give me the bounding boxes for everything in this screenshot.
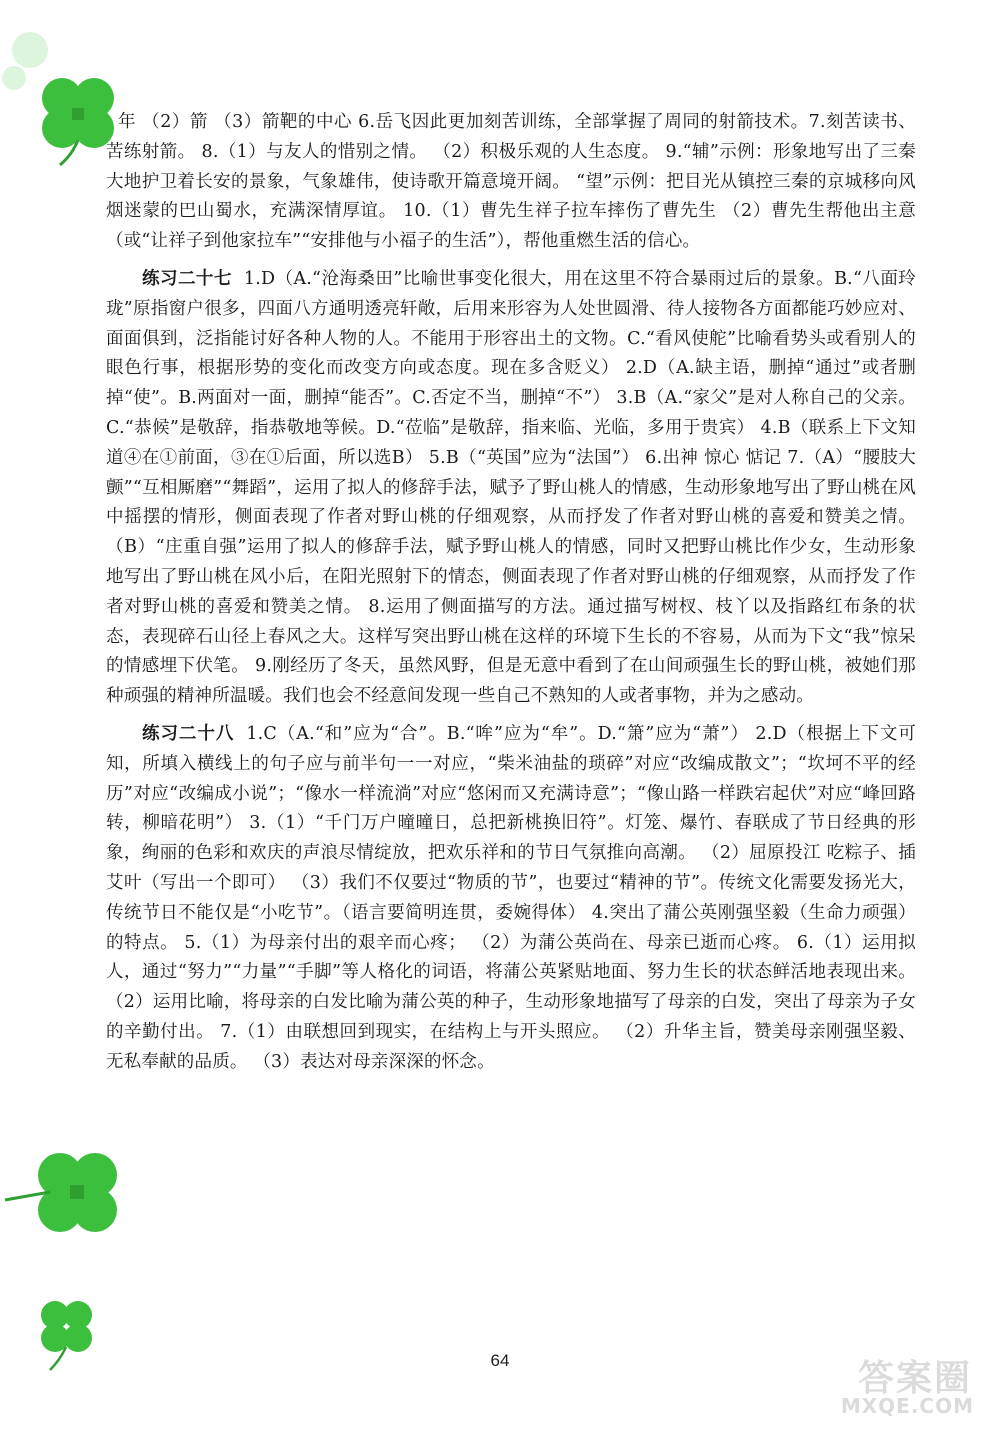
paragraph <box>106 720 916 1078</box>
exercise-title: 练习二十七 <box>142 268 232 289</box>
paragraph-text: 1.C（A.“和”应为“合”。B.“哞”应为“牟”。D.“箫”应为“萧”） 2.D（根据上下文可知，所填入横线上的句子应与前半句一一对应，“柴米油盐的琐碎”对应“改编成散文”；“坎坷不平的经历”对应“改编成小说”；“像水一样流淌”对应“悠闲而又充满诗意”；“像山路一样跌宕起伏”对应“峰回路转，柳暗花明”） 3.（1）“千门万户曈曈日，总把新桃换旧符”。灯笼、爆竹、春联成了节日经典的形象，绚丽的色彩和欢庆的声浪尽情绽放，把欢乐祥和的节日气氛推向高潮。 （2）屈原投江 吃粽子、插艾叶（写出一个即可） （3）我们不仅要过“物质的节”，也要过“精神的节”。传统文化需要发扬光大，传统节日不能仅是“小吃节”。（语言要简明连贯，委婉得体） 4.突出了蒲公英刚强坚毅（生命力顽强）的特点。 5.（1）为母亲付出的艰辛而心疼； （2）为蒲公英尚在、母亲已逝而心疼。 6.（1）运用拟人，通过“努力”“力量”“手脚”等人格化的词语，将蒲公英紧贴地面、努力生长的状态鲜活地表现出来。 （2）运用比喻，将母亲的白发比喻为蒲公英的种子，生动形象地描写了母亲的白发，突出了母亲为子女的辛勤付出。 7.（1）由联想回到现实，在结构上与开头照应。 （2）升华主旨，赞美母亲刚强坚毅、无私奉献的品质。 （3）表达对母亲深深的怀念。 <box>106 723 917 1072</box>
paragraph-text: 年 （2）箭 （3）箭靶的中心 6.岳飞因此更加刻苦训练，全部掌握了周同的射箭技术。7.刻苦读书、苦练射箭。 8.（1）与友人的惜别之情。 （2）积极乐观的人生态度。 9.“辅”示例：形象地写出了三秦大地护卫着长安的景象，气象雄伟，使诗歌开篇意境开阔。 “望”示例：把目光从镇控三秦的京城移向风烟迷蒙的巴山蜀水，充满深情厚谊。 10.（1）曹先生祥子拉车摔伤了曹先生 （2）曹先生帮他出主意（或“让祥子到他家拉车”“安排他与小福子的生活”），帮他重燃生活的信心。 <box>106 112 916 252</box>
exercise-title: 练习二十八 <box>142 723 235 744</box>
answer-text-block <box>106 108 916 1086</box>
paragraph-text: 1.D（A.“沧海桑田”比喻世事变化很大，用在这里不符合暴雨过后的景象。B.“八面玲珑”原指窗户很多，四面八方通明透亮轩敞，后用来形容为人处世圆滑、待人接物各方面都能巧妙应对、面面俱到，泛指能讨好各种人物的人。不能用于形容出土的文物。C.“看风使舵”比喻看势头或看别人的眼色行事，根据形势的变化而改变方向或态度。现在多含贬义） 2.D（A.缺主语，删掉“通过”或者删掉“使”。B.两面对一面，删掉“能否”。C.否定不当，删掉“不”） 3.B（A.“家父”是对人称自己的父亲。C.“恭候”是敬辞，指恭敬地等候。D.“莅临”是敬辞，指来临、光临，多用于贵宾） 4.B（联系上下文知道④在①前面，③在①后面，所以选B） 5.B（“英国”应为“法国”） 6.出神 惊心 惦记 7.（A）“腰肢大颤”“互相厮磨”“舞蹈”，运用了拟人的修辞手法，赋予了野山桃人的情感，生动形象地写出了野山桃在风中摇摆的情形，侧面表现了作者对野山桃的仔细观察，从而抒发了作者对野山桃的喜爱和赞美之情。（B）“庄重自强”运用了拟人的修辞手法，赋予野山桃人的情感，同时又把野山桃比作少女，生动形象地写出了野山桃在风小后，在阳光照射下的情态，侧面表现了作者对野山桃的仔细观察，从而抒发了作者对野山桃的喜爱和赞美之情。 8.运用了侧面描写的方法。通过描写树杈、枝丫以及指路红布条的状态，表现碎石山径上春风之大。这样写突出野山桃在这样的环境下生长的不容易，从而为下文“我”惊呆的情感埋下伏笔。 9.刚经历了冬天，虽然风野，但是无意中看到了在山间顽强生长的野山桃，被她们那种顽强的精神所温暖。我们也会不经意间发现一些自己不熟知的人或者事物，并为之感动。 <box>106 268 917 707</box>
watermark-logo: 答案圈 MXQE.COM <box>840 1358 974 1418</box>
page-number: 64 <box>490 1351 510 1370</box>
paragraph <box>106 265 916 712</box>
paragraph <box>106 108 916 257</box>
clover-bottom-left-icon <box>0 1130 140 1270</box>
